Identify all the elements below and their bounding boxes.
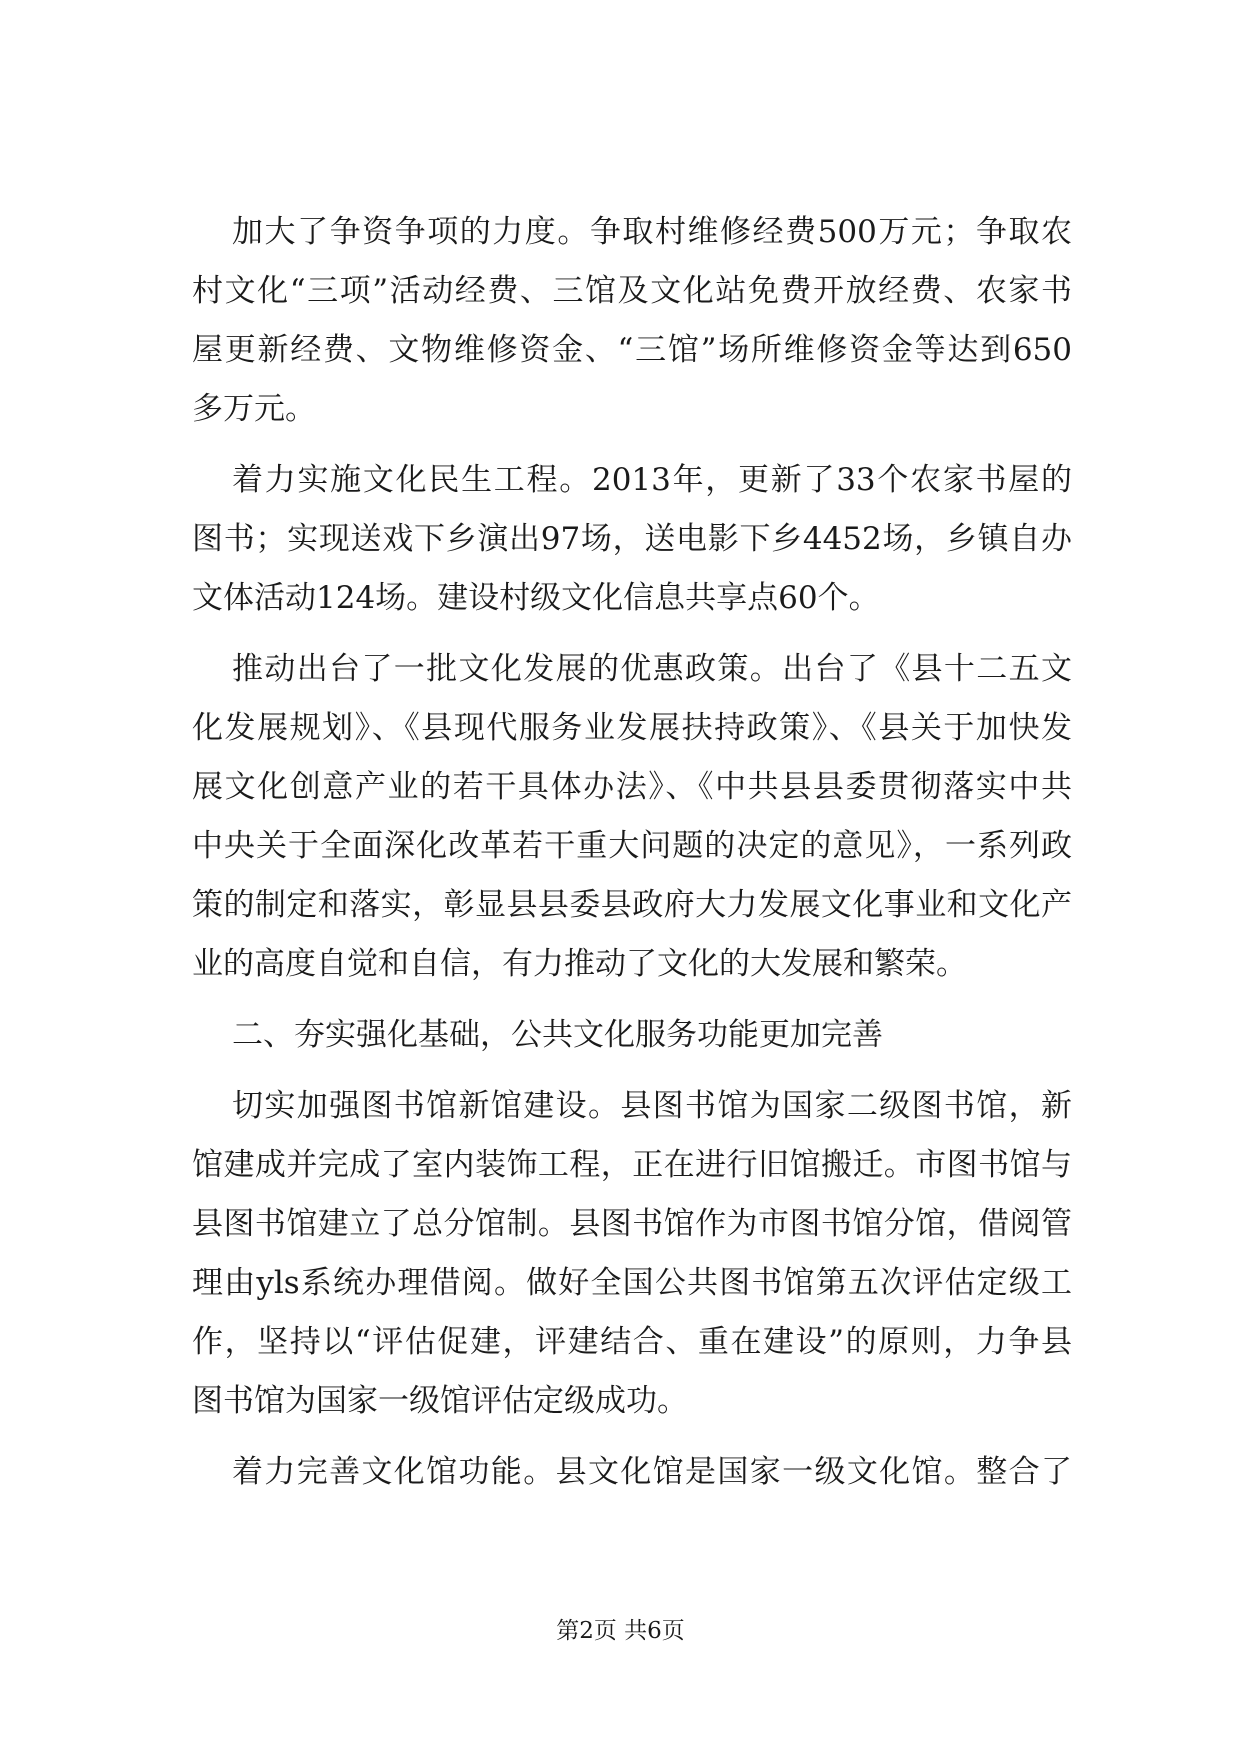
text-line: 化发展规划》、《县现代服务业发展扶持政策》、《县关于加快发 <box>192 710 1072 746</box>
text-line: 多万元。 <box>192 391 316 427</box>
text-line: 展文化创意产业的若干具体办法》、《中共县县委贯彻落实中共 <box>192 769 1072 805</box>
text-line: 作，坚持以“评估促建，评建结合、重在建设”的原则，力争县 <box>192 1324 1072 1360</box>
text-line: 图书；实现送戏下乡演出97场，送电影下乡4452场，乡镇自办 <box>192 521 1072 557</box>
text-line: 推动出台了一批文化发展的优惠政策。出台了《县十二五文 <box>232 651 1072 687</box>
paragraph-policies <box>192 640 1072 994</box>
text-line: 切实加强图书馆新馆建设。县图书馆为国家二级图书馆，新 <box>232 1088 1072 1124</box>
text-line: 策的制定和落实，彰显县县委县政府大力发展文化事业和文化产 <box>192 887 1072 923</box>
paragraph-library <box>192 1077 1072 1431</box>
text-line: 屋更新经费、文物维修资金、“三馆”场所维修资金等达到650 <box>192 332 1072 368</box>
paragraph-livelihood <box>192 451 1072 628</box>
text-line: 县图书馆建立了总分馆制。县图书馆作为市图书馆分馆，借阅管 <box>192 1206 1072 1242</box>
text-line: 文体活动124场。建设村级文化信息共享点60个。 <box>192 580 880 616</box>
paragraph-cultural-center <box>192 1443 1072 1502</box>
document-body <box>192 203 1072 1502</box>
text-line: 中央关于全面深化改革若干重大问题的决定的意见》，一系列政 <box>192 828 1072 864</box>
text-line: 理由yls系统办理借阅。做好全国公共图书馆第五次评估定级工 <box>192 1265 1072 1301</box>
text-line: 着力完善文化馆功能。县文化馆是国家一级文化馆。整合了 <box>232 1454 1072 1490</box>
text-line: 图书馆为国家一级馆评估定级成功。 <box>192 1383 688 1419</box>
section-heading <box>192 1006 1072 1065</box>
text-line: 馆建成并完成了室内装饰工程，正在进行旧馆搬迁。市图书馆与 <box>192 1147 1072 1183</box>
section-heading-text: 二、夯实强化基础，公共文化服务功能更加完善 <box>232 1017 883 1053</box>
paragraph-funding <box>192 203 1072 439</box>
page-number-footer: 第2页 共6页 <box>556 1618 685 1644</box>
text-line: 村文化“三项”活动经费、三馆及文化站免费开放经费、农家书 <box>192 273 1072 309</box>
text-line: 加大了争资争项的力度。争取村维修经费500万元；争取农 <box>232 214 1072 250</box>
text-line: 着力实施文化民生工程。2013年，更新了33个农家书屋的 <box>232 462 1072 498</box>
text-line: 业的高度自觉和自信，有力推动了文化的大发展和繁荣。 <box>192 946 967 982</box>
